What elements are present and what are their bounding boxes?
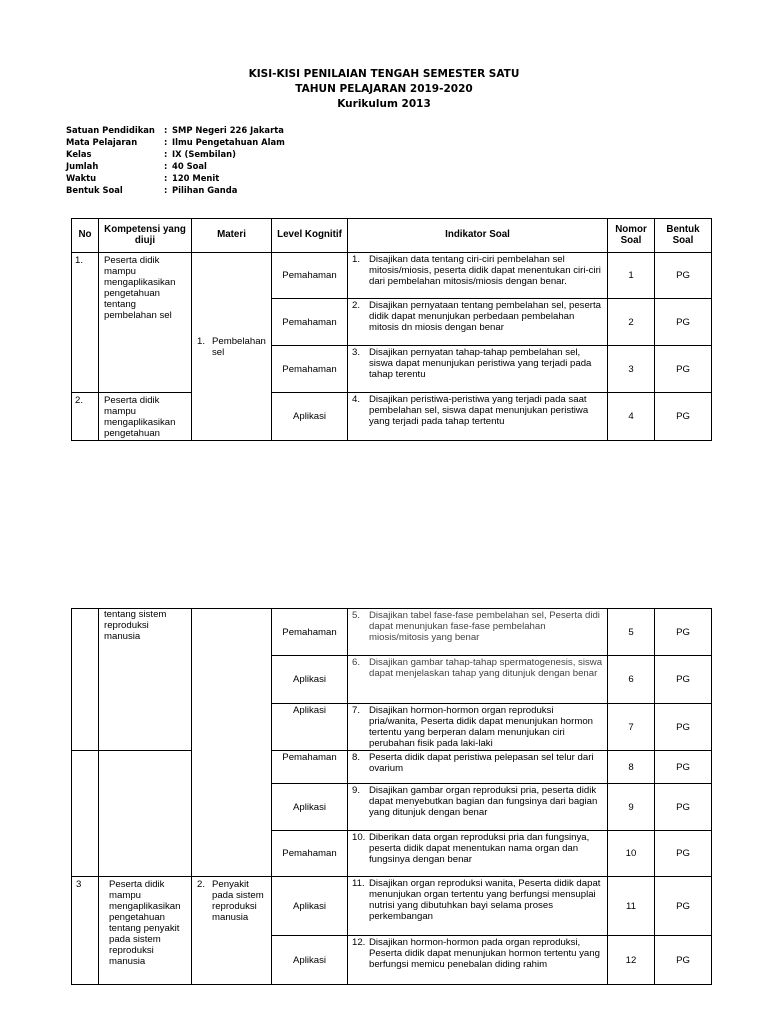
level-cell: Pemahaman xyxy=(272,299,348,346)
nomor-cell: 11 xyxy=(608,877,655,936)
info-colon: : xyxy=(164,185,168,195)
info-row xyxy=(66,185,366,197)
level-cell: Pemahaman xyxy=(272,609,348,656)
level-cell: Pemahaman xyxy=(272,831,348,877)
level-cell: Aplikasi xyxy=(272,784,348,831)
materi-text: Penyakit pada sistem reproduksi manusia xyxy=(212,879,264,923)
level-cell: Aplikasi xyxy=(272,936,348,985)
info-label: Mata Pelajaran xyxy=(66,137,138,147)
indikator-text: Diberikan data organ reproduksi pria dan fungsinya, peserta didik dapat menentukan nama organ dan fungsinya dengan benar xyxy=(369,832,590,865)
doc-title-line-1: KISI-KISI PENILAIAN TENGAH SEMESTER SATU xyxy=(248,68,520,80)
indikator-text: Disajikan pernyatan tahap-tahap pembelahan sel, siswa dapat menunjukan peristiwa yang terjadi pada tahap terentu xyxy=(369,347,592,380)
info-value: SMP Negeri 226 Jakarta xyxy=(172,125,284,135)
indikator-number: 5. xyxy=(352,610,361,621)
info-label: Bentuk Soal xyxy=(66,185,123,195)
indikator-text: Disajikan tabel fase-fase pembelahan sel, Peserta didi dapat menunjukan fase-fase pembelahan miosis/mitosis yang benar xyxy=(369,610,600,643)
indikator-cell xyxy=(348,656,608,704)
level-cell: Aplikasi xyxy=(272,656,348,704)
row-no-empty xyxy=(72,609,99,751)
info-colon: : xyxy=(164,161,168,171)
indikator-text: Disajikan gambar tahap-tahap spermatogenesis, siswa dapat menjelaskan tahap yang ditunjuk dengan benar xyxy=(369,657,603,679)
indikator-cell xyxy=(348,346,608,393)
indikator-number: 7. xyxy=(352,705,361,716)
info-value: 120 Menit xyxy=(172,173,220,183)
level-cell: Aplikasi xyxy=(272,393,348,441)
nomor-cell: 5 xyxy=(608,609,655,656)
info-row xyxy=(66,125,366,137)
indikator-cell xyxy=(348,609,608,656)
level-cell: Pemahaman xyxy=(272,253,348,299)
indikator-text: Disajikan hormon-hormon pada organ reproduksi, Peserta didik dapat menunjukan hormon tertentu yang berfungsi memicu penebalan diding rahim xyxy=(369,937,600,970)
col-header-bentuk: Bentuk Soal xyxy=(655,219,712,253)
level-cell: Pemahaman xyxy=(272,346,348,393)
info-value: Pilihan Ganda xyxy=(172,185,238,195)
indikator-cell xyxy=(348,704,608,751)
nomor-cell: 9 xyxy=(608,784,655,831)
bentuk-cell: PG xyxy=(655,393,712,441)
indikator-number: 9. xyxy=(352,785,361,796)
indikator-text: Disajikan data tentang ciri-ciri pembelahan sel mitosis/miosis, peserta didik dapat menentukan ciri-ciri dari pembelahan mitosis/miosis dengan benar. xyxy=(369,254,601,287)
col-header-no: No xyxy=(72,219,99,253)
materi-cell xyxy=(192,253,272,441)
materi-item xyxy=(192,879,271,923)
indikator-cell xyxy=(348,253,608,299)
indikator-cell xyxy=(348,831,608,877)
info-value: Ilmu Pengetahuan Alam xyxy=(172,137,285,147)
materi-empty xyxy=(192,609,272,877)
info-colon: : xyxy=(164,149,168,159)
col-header-level: Level Kognitif xyxy=(272,219,348,253)
indikator-text: Disajikan organ reproduksi wanita, Peserta didik dapat menunjukan organ tertentu yang berfungsi mensuplai nutrisi yang dibutuhkan bayi selama proses perkembangan xyxy=(369,878,601,922)
indikator-text: Disajikan pernyataan tentang pembelahan sel, peserta didik dapat menunjukan perbedaan pembelahan mitosis dn miosis dengan benar xyxy=(369,300,602,333)
identity-block xyxy=(66,125,366,200)
indikator-number: 6. xyxy=(352,657,361,668)
indikator-number: 11. xyxy=(352,878,365,889)
info-row xyxy=(66,149,366,161)
col-header-materi: Materi xyxy=(192,219,272,253)
col-header-indikator: Indikator Soal xyxy=(348,219,608,253)
indikator-number: 4. xyxy=(352,394,361,405)
bentuk-cell: PG xyxy=(655,751,712,784)
competency-text: Peserta didik mampu mengaplikasikan pengetahuan xyxy=(99,393,192,441)
indikator-text: Disajikan gambar organ reproduksi pria, peserta didik dapat menyebutkan bagian dan fungsinya dari bagian yang ditunjuk dengan benar xyxy=(369,785,598,818)
nomor-cell: 10 xyxy=(608,831,655,877)
indikator-number: 1. xyxy=(352,254,361,265)
indikator-cell xyxy=(348,784,608,831)
competency-text: Peserta didik mampu mengaplikasikan pengetahuan tentang pembelahan sel xyxy=(99,253,192,393)
nomor-cell: 12 xyxy=(608,936,655,985)
info-label: Jumlah xyxy=(66,161,99,171)
info-label: Satuan Pendidikan xyxy=(66,125,155,135)
indikator-number: 3. xyxy=(352,347,361,358)
materi-text: Pembelahan sel xyxy=(212,335,266,358)
col-header-nomor: Nomor Soal xyxy=(608,219,655,253)
indikator-cell xyxy=(348,751,608,784)
indikator-cell xyxy=(348,936,608,985)
row-no: 2. xyxy=(72,393,99,441)
bentuk-cell: PG xyxy=(655,831,712,877)
indikator-text: Disajikan hormon-hormon organ reproduksi pria/wanita, Peserta didik dapat menunjukan hormon tertentu yang berperan dalam menunjukan ciri perubahan fisik pada laki-laki xyxy=(369,705,593,749)
bentuk-cell: PG xyxy=(655,936,712,985)
bentuk-cell: PG xyxy=(655,656,712,704)
competency-text: Peserta didik mampu mengaplikasikan pengetahuan tentang penyakit pada sistem reproduksi manusia xyxy=(99,877,192,985)
info-row xyxy=(66,161,366,173)
info-colon: : xyxy=(164,137,168,147)
doc-title-line-3: Kurikulum 2013 xyxy=(337,98,431,110)
nomor-cell: 7 xyxy=(608,704,655,751)
nomor-cell: 2 xyxy=(608,299,655,346)
indikator-number: 12. xyxy=(352,937,366,948)
info-row xyxy=(66,137,366,149)
info-row xyxy=(66,173,366,185)
row-no: 1. xyxy=(72,253,99,393)
nomor-cell: 8 xyxy=(608,751,655,784)
bentuk-cell: PG xyxy=(655,346,712,393)
nomor-cell: 4 xyxy=(608,393,655,441)
info-label: Kelas xyxy=(66,149,92,159)
info-colon: : xyxy=(164,173,168,183)
indikator-number: 8. xyxy=(352,752,361,763)
row-no-empty xyxy=(72,751,99,877)
bentuk-cell: PG xyxy=(655,784,712,831)
nomor-cell: 6 xyxy=(608,656,655,704)
competency-text-continued: tentang sistem reproduksi manusia xyxy=(99,609,192,751)
kisi-table-page-1 xyxy=(71,218,712,441)
indikator-cell xyxy=(348,877,608,936)
level-cell: Aplikasi xyxy=(272,877,348,936)
materi-cell xyxy=(192,877,272,985)
indikator-cell xyxy=(348,393,608,441)
row-no: 3 xyxy=(72,877,99,985)
indikator-text: Disajikan peristiwa-peristiwa yang terjadi pada saat pembelahan sel, siswa dapat menunjukan peristiwa yang terjadi pada tahap tertentu xyxy=(369,394,589,427)
bentuk-cell: PG xyxy=(655,299,712,346)
bentuk-cell: PG xyxy=(655,877,712,936)
info-colon: : xyxy=(164,125,168,135)
info-value: IX (Sembilan) xyxy=(172,149,236,159)
bentuk-cell: PG xyxy=(655,609,712,656)
competency-empty xyxy=(99,751,192,877)
info-label: Waktu xyxy=(66,173,97,183)
indikator-number: 2. xyxy=(352,300,361,311)
info-value: 40 Soal xyxy=(172,161,207,171)
level-cell: Pemahaman xyxy=(272,751,348,784)
kisi-table-page-2 xyxy=(71,608,712,985)
materi-number: 2. xyxy=(197,879,206,890)
bentuk-cell: PG xyxy=(655,253,712,299)
col-header-kompetensi: Kompetensi yang diuji xyxy=(99,219,192,253)
doc-title-line-2: TAHUN PELAJARAN 2019-2020 xyxy=(295,83,473,95)
indikator-text: Peserta didik dapat peristiwa pelepasan sel telur dari ovarium xyxy=(369,752,594,774)
indikator-number: 10. xyxy=(352,832,366,843)
indikator-cell xyxy=(348,299,608,346)
materi-number: 1. xyxy=(197,335,206,347)
level-cell: Aplikasi xyxy=(272,704,348,751)
nomor-cell: 3 xyxy=(608,346,655,393)
materi-item xyxy=(192,335,266,358)
bentuk-cell: PG xyxy=(655,704,712,751)
nomor-cell: 1 xyxy=(608,253,655,299)
